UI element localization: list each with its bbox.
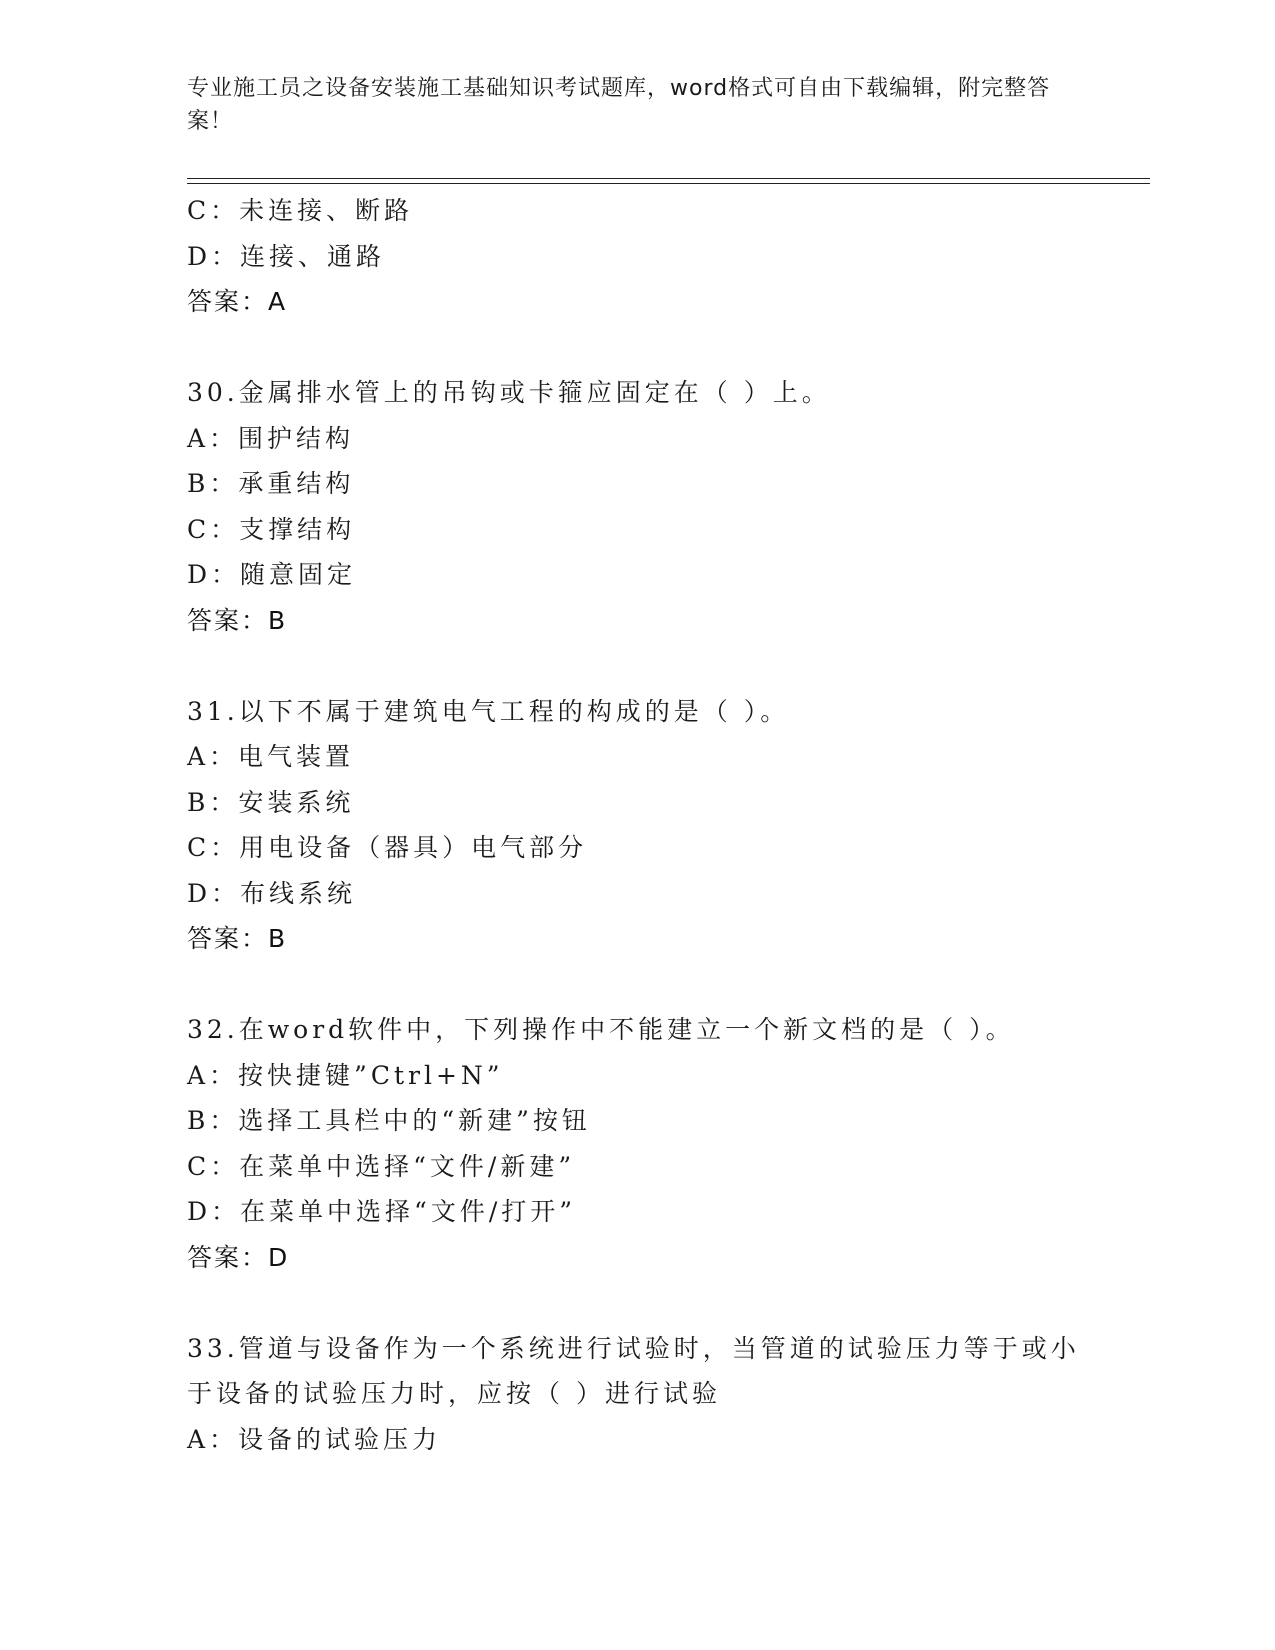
spacer [187, 1280, 1087, 1326]
question-content [187, 188, 1087, 1462]
option-b: B：安装系统 [187, 787, 355, 817]
option-c: C：未连接、断路 [187, 196, 414, 225]
option-a: A：围护结构 [187, 423, 355, 453]
option-b: B：选择工具栏中的“新建”按钮 [187, 1106, 591, 1135]
question-stem-line-1: 33.管道与设备作为一个系统进行试验时，当管道的试验压力等于或小 [187, 1333, 1080, 1363]
question-33 [187, 1326, 1087, 1463]
option-a: A：电气装置 [187, 742, 355, 771]
option-d: D：在菜单中选择“文件/打开” [187, 1197, 577, 1226]
option-b: B：承重结构 [187, 469, 355, 498]
option-a: A：按快捷键”Ctrl+N” [187, 1060, 504, 1090]
question-stem: 31.以下不属于建筑电气工程的构成的是（ ）。 [187, 696, 790, 726]
question-stem-line-2: 于设备的试验压力时，应按（ ）进行试验 [187, 1379, 721, 1408]
option-c: C：在菜单中选择“文件/新建” [187, 1151, 576, 1181]
header-divider-top [187, 178, 1150, 179]
question-29-continued [187, 188, 1087, 325]
spacer [187, 325, 1087, 371]
header-divider-bottom [187, 183, 1150, 184]
question-32 [187, 1007, 1087, 1280]
question-stem: 32.在word软件中，下列操作中不能建立一个新文档的是（ ）。 [187, 1015, 1015, 1044]
header-text: 专业施工员之设备安装施工基础知识考试题库，word格式可自由下载编辑，附完整答案！ [187, 76, 1051, 134]
option-a: A：设备的试验压力 [187, 1424, 442, 1454]
answer-label: 答案：D [187, 1242, 290, 1272]
option-c: C：用电设备（器具）电气部分 [187, 833, 588, 862]
answer-label: 答案：B [187, 605, 288, 635]
spacer [187, 643, 1087, 689]
question-stem: 30.金属排水管上的吊钩或卡箍应固定在（ ）上。 [187, 378, 831, 407]
question-31 [187, 689, 1087, 962]
answer-label: 答案：B [187, 924, 288, 953]
option-d: D：连接、通路 [187, 241, 386, 271]
spacer [187, 962, 1087, 1008]
option-d: D：随意固定 [187, 560, 357, 589]
document-header [187, 72, 1067, 138]
option-d: D：布线系统 [187, 878, 357, 908]
answer-label: 答案：A [187, 287, 288, 316]
question-30 [187, 370, 1087, 643]
option-c: C：支撑结构 [187, 514, 356, 544]
